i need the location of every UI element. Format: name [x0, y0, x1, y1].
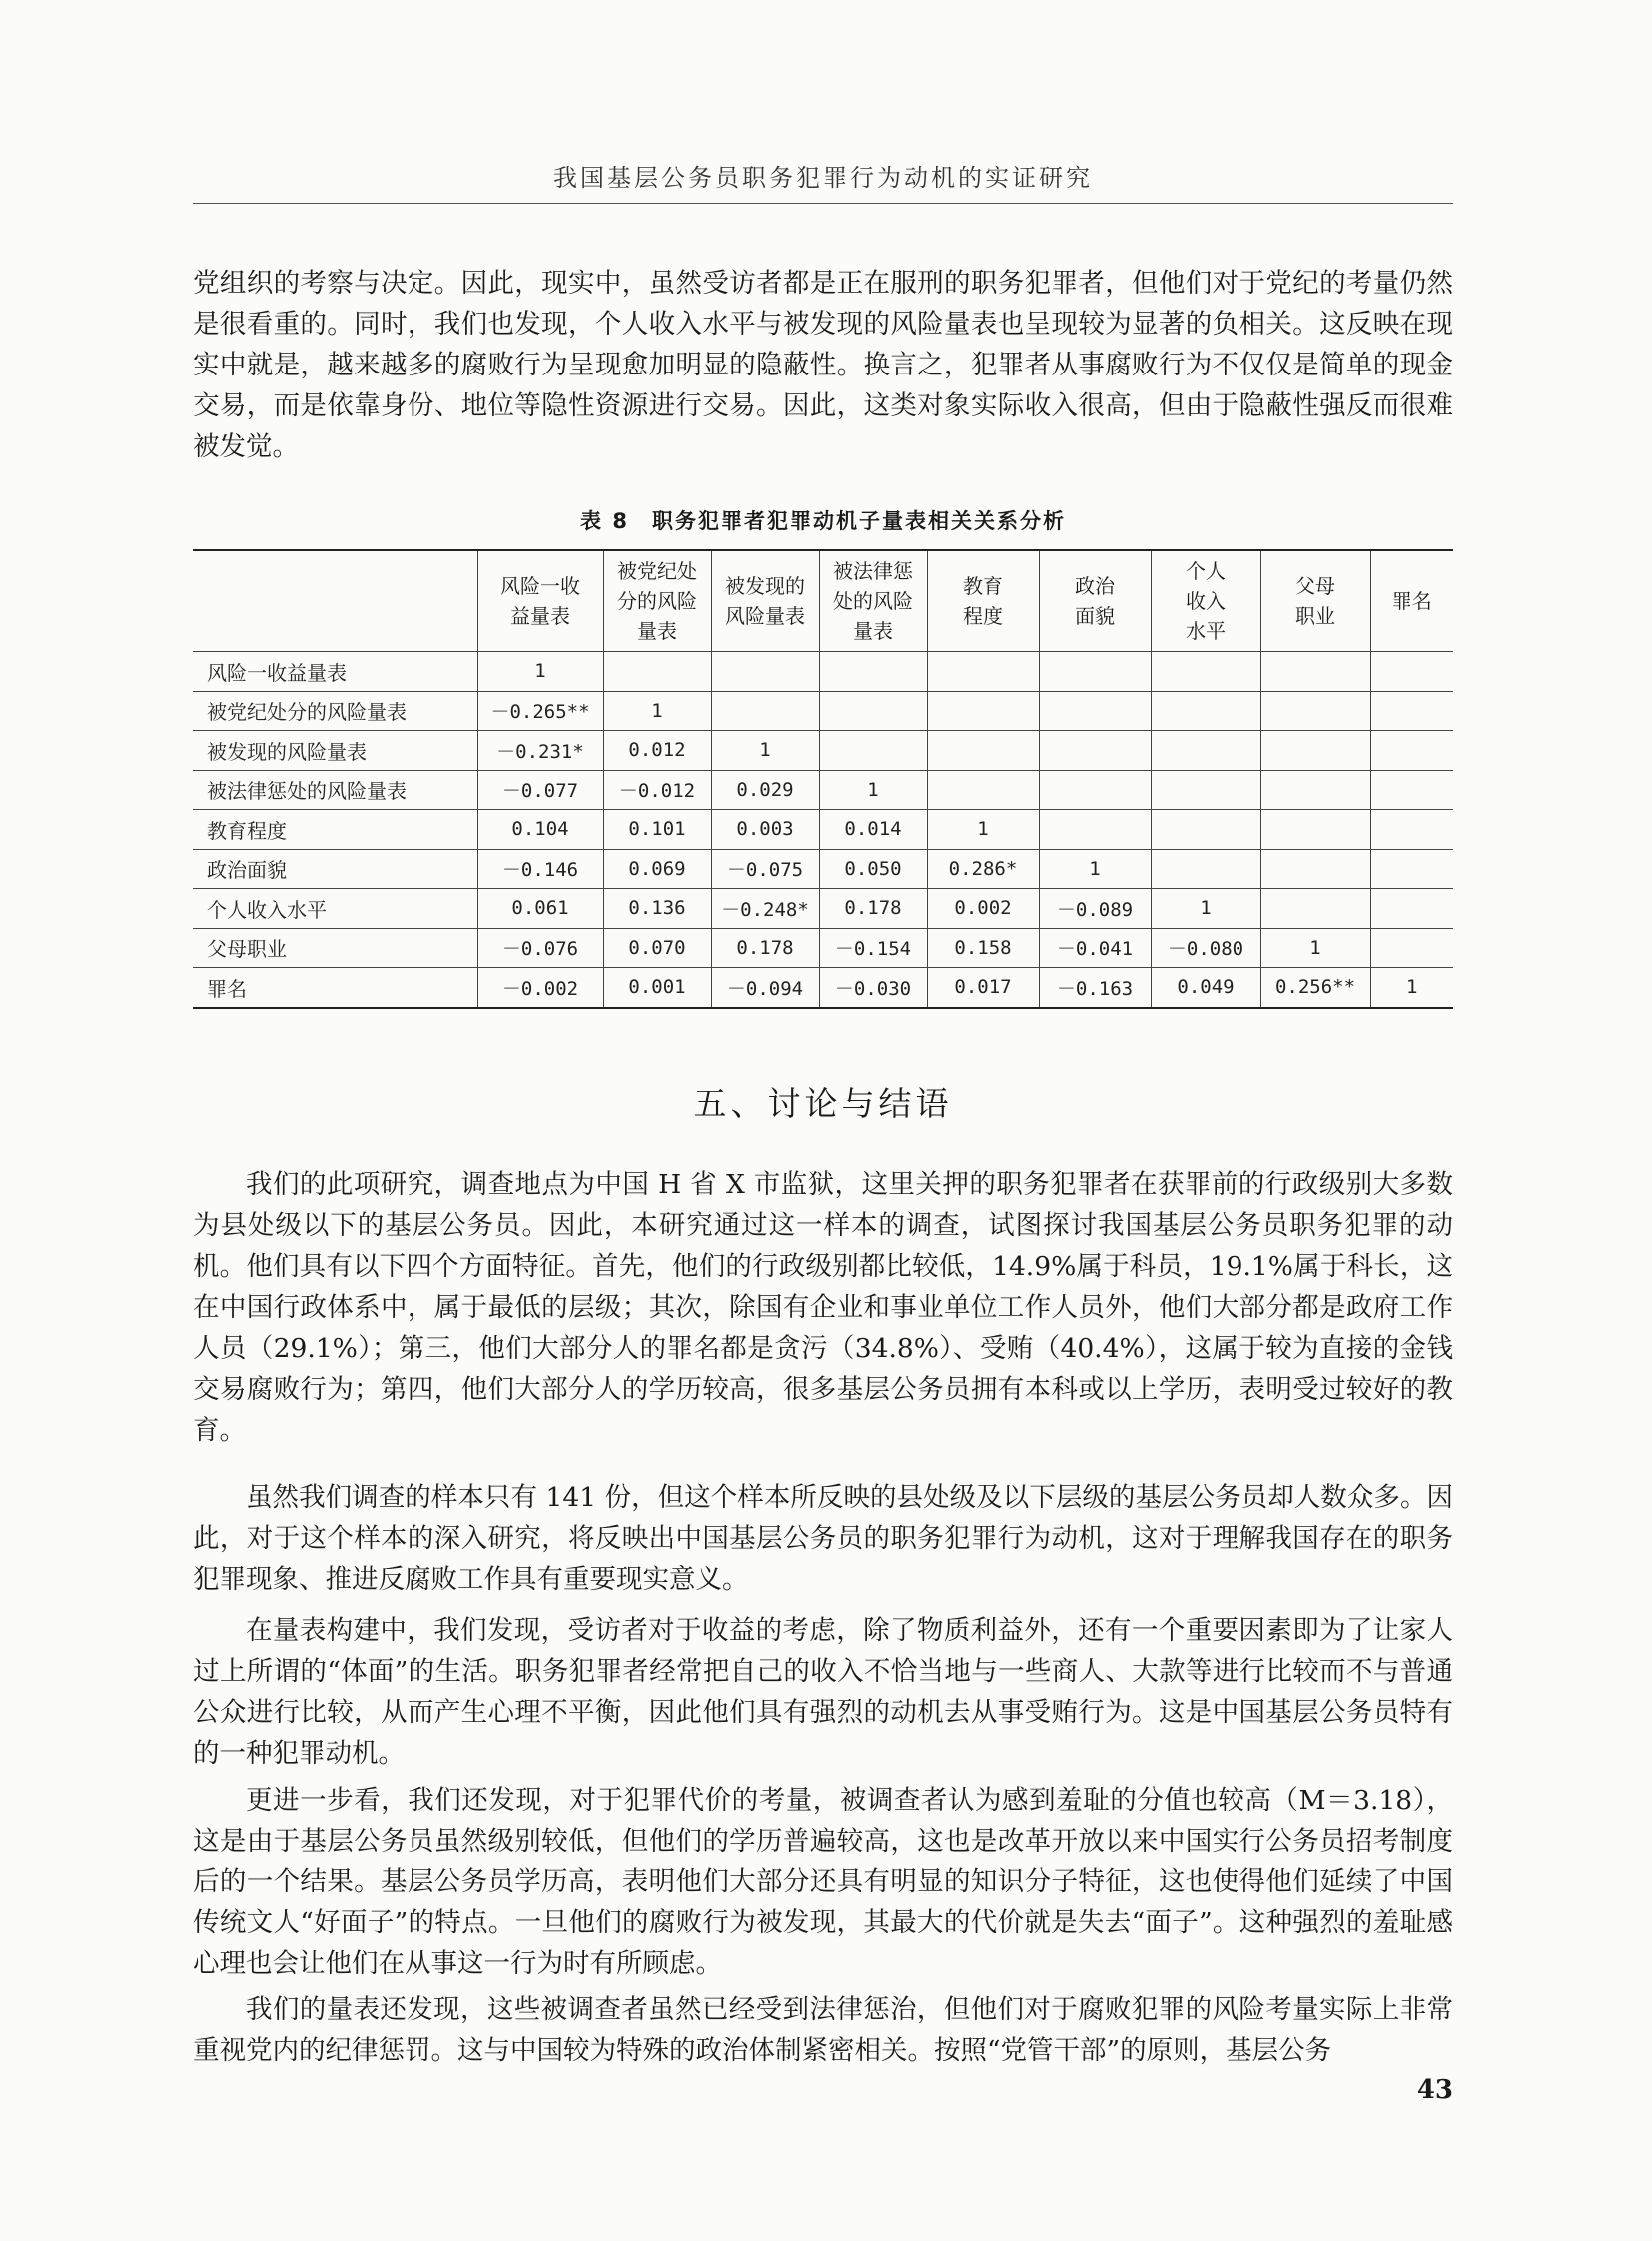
table-header: 教育程度 [927, 550, 1039, 652]
table-cell: 0.101 [603, 810, 711, 850]
table-cell: －0.077 [477, 770, 603, 810]
table-header: 被发现的风险量表 [711, 550, 819, 652]
table-cell [1151, 849, 1260, 889]
table-cell: 0.029 [711, 770, 819, 810]
paragraph: 虽然我们调查的样本只有 141 份，但这个样本所反映的县处级及以下层级的基层公务员却人数众多。因此，对于这个样本的深入研究，将反映出中国基层公务员的职务犯罪行为动机，这对于理解我国存在的职务犯罪现象、推进反腐败工作具有重要现实意义。 [193, 1482, 1453, 1595]
table-cell: 0.061 [477, 889, 603, 929]
table-cell: －0.012 [603, 770, 711, 810]
table-row [193, 849, 1453, 889]
table-cell [1260, 652, 1370, 692]
table-cell [1370, 691, 1453, 731]
table-cell: 0.012 [603, 731, 711, 771]
table-cell [927, 652, 1039, 692]
table-cell: 1 [1039, 849, 1151, 889]
paragraph: 在量表构建中，我们发现，受访者对于收益的考虑，除了物质利益外，还有一个重要因素即为了让家人过上所谓的“体面”的生活。职务犯罪者经常把自己的收入不恰当地与一些商人、大款等进行比较而不与普通公众进行比较，从而产生心理不平衡，因此他们具有强烈的动机去从事受贿行为。这是中国基层公务员特有的一种犯罪动机。 [193, 1615, 1453, 1769]
table-cell [1260, 849, 1370, 889]
table-cell: 0.049 [1151, 968, 1260, 1008]
row-label: 政治面貌 [193, 849, 477, 889]
table-cell: 1 [1151, 889, 1260, 929]
table-cell: －0.231* [477, 731, 603, 771]
running-head: 我国基层公务员职务犯罪行为动机的实证研究 [553, 164, 1093, 192]
table-cell: －0.089 [1039, 889, 1151, 929]
table-cell: －0.154 [819, 928, 927, 968]
table-cell [1151, 731, 1260, 771]
row-label: 罪名 [207, 976, 247, 1001]
table-cell: －0.146 [477, 849, 603, 889]
table-cell: 0.069 [603, 849, 711, 889]
table-cell [1260, 770, 1370, 810]
table-cell: 0.158 [927, 928, 1039, 968]
table-cell: 1 [819, 770, 927, 810]
table-row [193, 652, 1453, 692]
table-cell [1370, 849, 1453, 889]
table-cell [1151, 810, 1260, 850]
table-cell [819, 731, 927, 771]
table-cell: 0.256** [1260, 968, 1370, 1008]
table-cell: －0.248* [711, 889, 819, 929]
section-title: 五、讨论与结语 [693, 1084, 953, 1122]
table-cell: －0.002 [477, 968, 603, 1008]
table-cell: －0.076 [477, 928, 603, 968]
table-cell [1370, 652, 1453, 692]
table-row [193, 810, 1453, 850]
table-cell [1370, 889, 1453, 929]
table-header: 被法律惩处的风险量表 [819, 550, 927, 652]
table-header: 政治面貌 [1039, 550, 1151, 652]
row-label: 被发现的风险量表 [193, 731, 477, 771]
table-cell: 1 [1260, 928, 1370, 968]
row-label: 个人收入水平 [193, 889, 477, 929]
correlation-table [193, 549, 1453, 1009]
row-label: 教育程度 [193, 810, 477, 850]
table-cell: 0.017 [927, 968, 1039, 1008]
table-cell: 1 [603, 691, 711, 731]
table-cell [1039, 652, 1151, 692]
table-cell [1151, 691, 1260, 731]
table-header: 风险一收益量表 [477, 550, 603, 652]
table-cell: 1 [711, 731, 819, 771]
row-label: 父母职业 [193, 928, 477, 968]
table-cell: －0.163 [1039, 968, 1151, 1008]
table-cell [1260, 810, 1370, 850]
table-cell [1151, 770, 1260, 810]
table-cell [1370, 810, 1453, 850]
table-header-row [193, 550, 1453, 652]
table-cell: －0.075 [711, 849, 819, 889]
table-cell: 0.003 [711, 810, 819, 850]
table-cell: 0.136 [603, 889, 711, 929]
row-label: 被法律惩处的风险量表 [193, 770, 477, 810]
table-cell: 0.178 [711, 928, 819, 968]
table-header: 被党纪处分的风险量表 [603, 550, 711, 652]
paragraph: 我们的此项研究，调查地点为中国 H 省 X 市监狱，这里关押的职务犯罪者在获罪前的行政级别大多数为县处级以下的基层公务员。因此，本研究通过这一样本的调查，试图探讨我国基层公务员职务犯罪的动机。他们具有以下四个方面特征。首先，他们的行政级别都比较低，14.9%属于科员，19.1%属于科长，这在中国行政体系中，属于最低的层级；其次，除国有企业和事业单位工作人员外，他们大部分都是政府工作人员（29.1%）；第三，他们大部分人的罪名都是贪污（34.8%）、受贿（40.4%），这属于较为直接的金钱交易腐败行为；第四，他们大部分人的学历较高，很多基层公务员拥有本科或以上学历，表明受过较好的教育。 [193, 1169, 1453, 1446]
table-cell [1260, 889, 1370, 929]
table-cell [1151, 652, 1260, 692]
table-header: 个人收入水平 [1151, 550, 1260, 652]
table-cell: 1 [477, 652, 603, 692]
paragraph: 我们的量表还发现，这些被调查者虽然已经受到法律惩治，但他们对于腐败犯罪的风险考量实际上非常重视党内的纪律惩罚。这与中国较为特殊的政治体制紧密相关。按照“党管干部”的原则，基层公务 [193, 1994, 1453, 2066]
table-cell [1039, 731, 1151, 771]
table-cell: 0.070 [603, 928, 711, 968]
table-cell [711, 652, 819, 692]
table-cell: 0.104 [477, 810, 603, 850]
table-header: 父母职业 [1260, 550, 1370, 652]
table-cell [819, 652, 927, 692]
table-row [193, 928, 1453, 968]
table-cell [1370, 731, 1453, 771]
table-row [193, 691, 1453, 731]
table-cell: －0.265** [477, 691, 603, 731]
page-number: 43 [1416, 2075, 1453, 2105]
table-cell [927, 731, 1039, 771]
table-row [193, 770, 1453, 810]
table-cell [1260, 691, 1370, 731]
table-cell [819, 691, 927, 731]
table-cell [1260, 731, 1370, 771]
table-cell: 0.050 [819, 849, 927, 889]
table-cell [603, 652, 711, 692]
header-rule [193, 203, 1453, 204]
table-cell: 0.286* [927, 849, 1039, 889]
table-cell: －0.094 [711, 968, 819, 1008]
paragraph: 更进一步看，我们还发现，对于犯罪代价的考量，被调查者认为感到羞耻的分值也较高（M＝3.18），这是由于基层公务员虽然级别较低，但他们的学历普遍较高，这也是改革开放以来中国实行公务员招考制度后的一个结果。基层公务员学历高，表明他们大部分还具有明显的知识分子特征，这也使得他们延续了中国传统文人“好面子”的特点。一旦他们的腐败行为被发现，其最大的代价就是失去“面子”。这种强烈的羞耻感心理也会让他们在从事这一行为时有所顾虑。 [193, 1785, 1453, 1979]
table-cell: 0.014 [819, 810, 927, 850]
table-cell [1370, 770, 1453, 810]
paragraph-top: 党组织的考察与决定。因此，现实中，虽然受访者都是正在服刑的职务犯罪者，但他们对于党纪的考量仍然是很看重的。同时，我们也发现，个人收入水平与被发现的风险量表也呈现较为显著的负相关。这反映在现实中就是，越来越多的腐败行为呈现愈加明显的隐蔽性。换言之，犯罪者从事腐败行为不仅仅是简单的现金交易，而是依靠身份、地位等隐性资源进行交易。因此，这类对象实际收入很高，但由于隐蔽性强反而很难被发觉。 [193, 268, 1453, 462]
row-label: 风险一收益量表 [193, 652, 477, 692]
table-cell: －0.041 [1039, 928, 1151, 968]
table-cell [927, 691, 1039, 731]
table-cell: 1 [1370, 968, 1453, 1008]
table-header: 罪名 [1370, 550, 1453, 652]
table-cell: 0.001 [603, 968, 711, 1008]
table-cell [711, 691, 819, 731]
table-row [193, 731, 1453, 771]
table-cell [1039, 691, 1151, 731]
table-cell [1039, 810, 1151, 850]
table-cell: 1 [927, 810, 1039, 850]
table-cell: 0.178 [819, 889, 927, 929]
table-cell: －0.080 [1151, 928, 1260, 968]
table-cell [927, 770, 1039, 810]
table-cell [1039, 770, 1151, 810]
table-row [193, 968, 1453, 1008]
table-row [193, 889, 1453, 929]
table-cell: －0.030 [819, 968, 927, 1008]
table-header-blank [193, 550, 477, 652]
table-cell [1370, 928, 1453, 968]
table-caption: 表 8 职务犯罪者犯罪动机子量表相关关系分析 [580, 509, 1066, 533]
row-label: 被党纪处分的风险量表 [193, 691, 477, 731]
table-cell: 0.002 [927, 889, 1039, 929]
